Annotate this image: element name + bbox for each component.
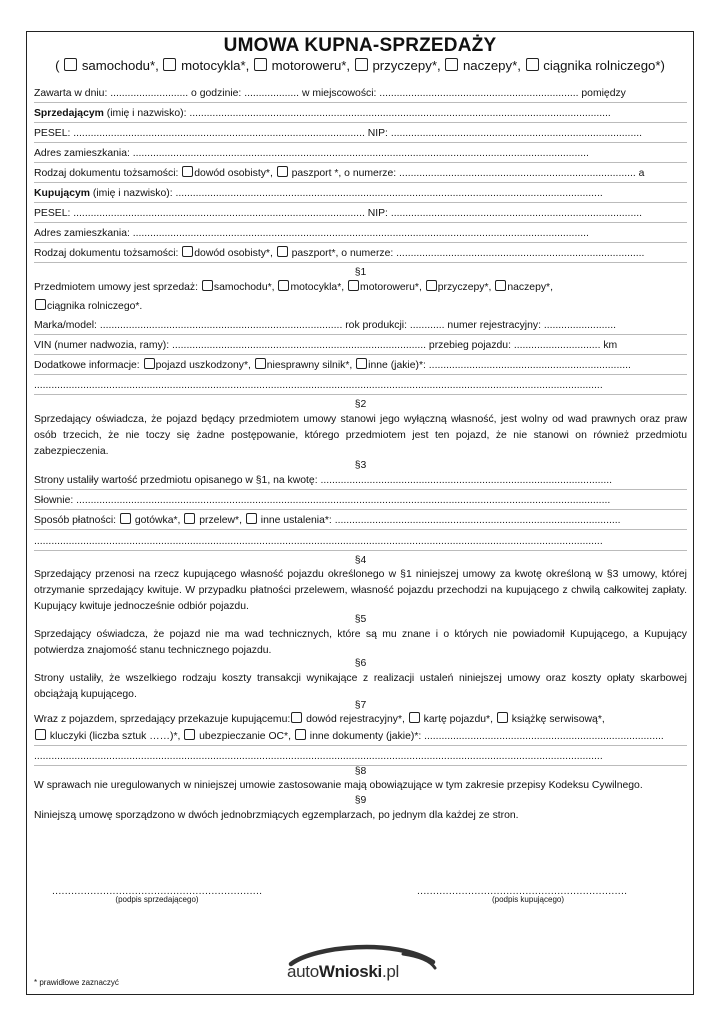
checkbox-karta-pojazdu[interactable] — [409, 712, 420, 723]
section-9-heading: §9 — [354, 795, 367, 806]
dodatkowe-continuation-line[interactable]: ..................................................................................................................................................................................................... — [34, 378, 687, 395]
document-title: UMOWA KUPNA-SPRZEDAŻY — [223, 35, 497, 56]
checkbox-s1-samochod[interactable] — [202, 280, 213, 291]
section-6-heading: §6 — [354, 658, 367, 669]
checkbox-uszkodzony[interactable] — [144, 358, 155, 369]
section-3-heading: §3 — [354, 460, 367, 471]
checkbox-seller-paszport[interactable] — [277, 166, 288, 177]
seller-signature-label: (podpis sprzedającego) — [115, 895, 199, 904]
seller-pesel-nip-line[interactable]: PESEL: ..................................................................................................... NIP: ....................................................................................... — [34, 126, 687, 143]
checkbox-naczepa[interactable] — [445, 58, 458, 71]
checkbox-motorower[interactable] — [254, 58, 267, 71]
checkbox-buyer-paszport[interactable] — [277, 246, 288, 257]
checkbox-niesprawny[interactable] — [255, 358, 266, 369]
s7-documents-line-2[interactable]: kluczyki (liczba sztuk ……)*, ubezpieczanie OC*, inne dokumenty (jakie)*: ................................................................................... — [34, 729, 687, 746]
checkbox-ciagnik[interactable] — [526, 58, 539, 71]
zawarta-line[interactable]: Zawarta w dniu: ........................... o godzinie: ................... w miejscowości: ..................................................................... pomiędzy — [34, 86, 687, 103]
vehicle-type-options: ( samochodu*, motocykla*, motoroweru*, przyczepy*, naczepy*, ciągnika rolniczego*) — [55, 58, 665, 73]
checkbox-buyer-dowod[interactable] — [182, 246, 193, 257]
buyer-document-line[interactable]: Rodzaj dokumentu tożsamości: dowód osobisty*, paszport*, o numerze: ...................................................................................... — [34, 246, 687, 263]
slownie-line[interactable]: Słownie: ......................................................................................................................................................................................... — [34, 493, 687, 510]
wartosc-line[interactable]: Strony ustaliły wartość przedmiotu opisanego w §1, na kwotę: ..................................................................................................... — [34, 473, 687, 490]
checkbox-przelew[interactable] — [184, 513, 195, 524]
checkbox-przyczepa[interactable] — [355, 58, 368, 71]
section-2-text: Sprzedający oświadcza, że pojazd będący przedmiotem umowy stanowi jego wyłączną własność, jest wolny od wad prawnych oraz praw osób trzecich, że nie toczy się żadne postępowanie, którego przedmiotem jest ten pojazd, że nie stanowi on również przedmiotu zabezpieczenia. — [34, 414, 687, 457]
checkbox-samochod[interactable] — [64, 58, 77, 71]
sposob-continuation-line[interactable]: ..................................................................................................................................................................................................... — [34, 534, 687, 551]
checkbox-seller-dowod[interactable] — [182, 166, 193, 177]
section-5-heading: §5 — [354, 614, 367, 625]
checkbox-inne-ustalenia[interactable] — [246, 513, 257, 524]
footnote: * prawidłowe zaznaczyć — [34, 978, 119, 987]
checkbox-s1-przyczepa[interactable] — [426, 280, 437, 291]
section-2-heading: §2 — [354, 399, 367, 410]
checkbox-ksiazka-serwisowa[interactable] — [497, 712, 508, 723]
checkbox-motocykl[interactable] — [163, 58, 176, 71]
buyer-signature-line[interactable]: .................................................................. — [417, 886, 628, 897]
seller-address-line[interactable]: Adres zamieszkania: .............................................................................................................................................................. — [34, 146, 687, 163]
buyer-pesel-nip-line[interactable]: PESEL: ..................................................................................................... NIP: ....................................................................................... — [34, 206, 687, 223]
seller-name-line[interactable]: Sprzedającym (imię i nazwisko): .................................................................................................................................................. — [34, 106, 687, 123]
section-7-heading: §7 — [354, 700, 367, 711]
section-4-text: Sprzedający przenosi na rzecz kupującego własność pojazdu określonego w §1 niniejszej umowy za kwotę określoną w §3 umowy, której otrzymanie sprzedający kwituje. W przypadku płatności przelewem, własność pojazdu przechodzi na kupującego z chwilą całkowitej zapłaty. Kupujący kwituje jednocześnie odbiór pojazdu. — [34, 569, 687, 612]
vin-line[interactable]: VIN (numer nadwozia, ramy): ........................................................................................ przebieg pojazdu: .............................. km — [34, 338, 687, 355]
przedmiot-line-2: ciągnika rolniczego*. — [34, 299, 687, 315]
checkbox-inne-s1[interactable] — [356, 358, 367, 369]
section-6-text: Strony ustaliły, że wszelkiego rodzaju koszty transakcji wynikające z realizacji ustaleń niniejszej umowy oraz koszty opłaty skarbowej obciążają kupującego. — [34, 673, 687, 700]
marka-model-line[interactable]: Marka/model: .................................................................................... rok produkcji: ............ numer rejestracyjny: ......................... — [34, 318, 687, 335]
section-5-text: Sprzedający oświadcza, że pojazd nie ma wad technicznych, które są mu znane i o których nie powiadomił Kupującego, a Kupujący potwierdza znajomość stanu technicznego pojazdu. — [34, 629, 687, 656]
checkbox-s1-naczepa[interactable] — [495, 280, 506, 291]
s7-documents-line-1: Wraz z pojazdem, sprzedający przekazuje kupującemu: dowód rejestracyjny*, kartę pojazdu*, książkę serwisową*, — [34, 714, 605, 725]
section-9-text: Niniejszą umowę sporządzono w dwóch jednobrzmiących egzemplarzach, po jednym dla każdej ze stron. — [34, 810, 519, 821]
section-8-heading: §8 — [354, 766, 367, 777]
checkbox-gotowka[interactable] — [120, 513, 131, 524]
section-4-heading: §4 — [354, 555, 367, 566]
checkbox-kluczyki[interactable] — [35, 729, 46, 740]
dodatkowe-line[interactable]: Dodatkowe informacje: pojazd uszkodzony*, niesprawny silnik*, inne (jakie)*: ...................................................................... — [34, 358, 687, 375]
s7-continuation-line[interactable]: ..................................................................................................................................................................................................... — [34, 749, 687, 766]
buyer-address-line[interactable]: Adres zamieszkania: .............................................................................................................................................................. — [34, 226, 687, 243]
section-8-text: W sprawach nie uregulowanych w niniejszej umowie zastosowanie mają obowiązujące w tym zakresie przepisy Kodeksu Cywilnego. — [34, 780, 643, 791]
seller-document-line[interactable]: Rodzaj dokumentu tożsamości: dowód osobisty*, paszport *, o numerze: .................................................................................. a — [34, 166, 687, 183]
seller-signature-line[interactable]: .................................................................. — [52, 886, 263, 897]
checkbox-s1-motocykl[interactable] — [278, 280, 289, 291]
buyer-signature-label: (podpis kupującego) — [491, 895, 565, 904]
checkbox-s1-motorower[interactable] — [348, 280, 359, 291]
checkbox-dowod-rejestracyjny[interactable] — [291, 712, 302, 723]
section-1-heading: §1 — [354, 267, 367, 278]
checkbox-ubezpieczenie-oc[interactable] — [184, 729, 195, 740]
sposob-platnosci-line[interactable]: Sposób płatności: gotówka*, przelew*, inne ustalenia*: ................................................................................................... — [34, 513, 687, 530]
checkbox-s1-ciagnik[interactable] — [35, 299, 46, 310]
przedmiot-line: Przedmiotem umowy jest sprzedaż: samochodu*, motocykla*, motoroweru*, przyczepy*, naczepy*, — [34, 282, 553, 293]
buyer-name-line[interactable]: Kupującym (imię i nazwisko): .................................................................................................................................................... — [34, 186, 687, 203]
checkbox-inne-dokumenty[interactable] — [295, 729, 306, 740]
logo-text: autoWnioski.pl — [287, 962, 400, 981]
